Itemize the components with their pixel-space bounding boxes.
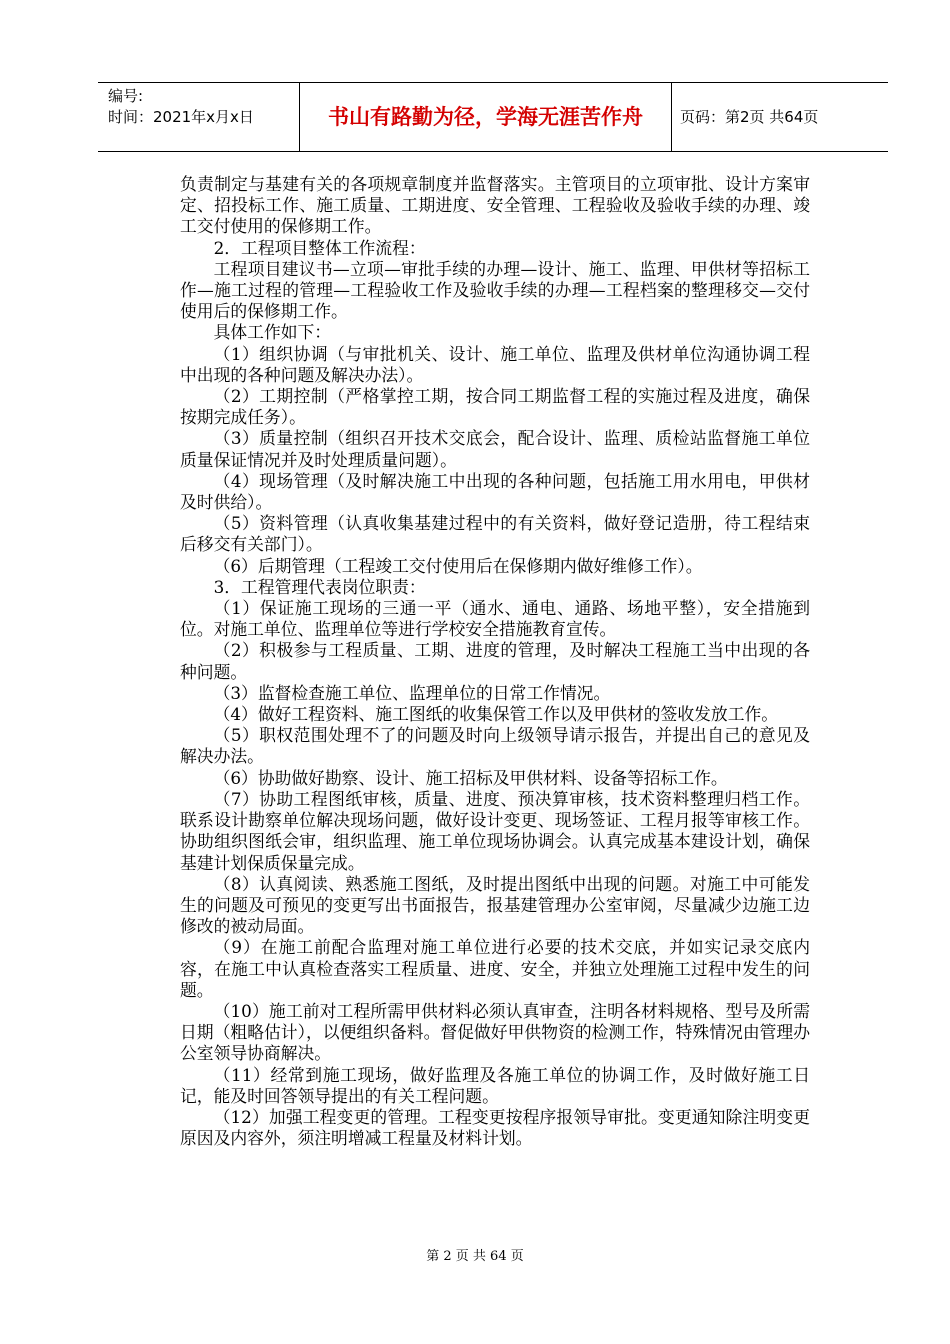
paragraph: 3．工程管理代表岗位职责： [213,576,426,597]
paragraph: （2）工期控制（严格掌控工期，按合同工期监督工程的实施过程及进度，确保按期完成任务）。 [180,386,810,428]
document-body [180,174,810,1149]
paragraph: （11）经常到施工现场，做好监理及各施工单位的协调工作，及时做好施工日记，能及时回答领导提出的有关工程问题。 [180,1064,810,1106]
paragraph: （12）加强工程变更的管理。工程变更按程序报领导审批。变更通知除注明变更原因及内容外，须注明增减工程量及材料计划。 [180,1106,810,1149]
paragraph: 工程项目建议书—立项—审批手续的办理—设计、施工、监理、甲供材等招标工作—施工过程的管理—工程验收工作及验收手续的办理—工程档案的整理移交—交付使用后的保修期工作。 [180,258,810,322]
header-divider [671,83,672,151]
paragraph: （4）现场管理（及时解决施工中出现的各种问题，包括施工用水用电，甲供材及时供给）。 [180,470,810,513]
paragraph: （10）施工前对工程所需甲供材料必须认真审查，注明各材料规格、型号及所需日期（粗略估计），以便组织备料。督促做好甲供物资的检测工作，特殊情况由管理办公室领导协商解决。 [180,1000,810,1064]
header-page-number: 页码：第2页 共64页 [680,108,819,126]
paragraph: （3）质量控制（组织召开技术交底会，配合设计、监理、质检站监督施工单位质量保证情况并及时处理质量问题）。 [180,428,810,470]
paragraph: （2）积极参与工程质量、工期、进度的管理，及时解决工程施工当中出现的各种问题。 [180,640,810,682]
paragraph: （5）资料管理（认真收集基建过程中的有关资料，做好登记造册，待工程结束后移交有关部门）。 [180,513,810,555]
paragraph: 2．工程项目整体工作流程： [213,237,426,258]
paragraph: 负责制定与基建有关的各项规章制度并监督落实。主管项目的立项审批、设计方案审定、招投标工作、施工质量、工期进度、安全管理、工程验收及验收手续的办理、竣工交付使用的保修期工作。 [180,174,810,237]
paragraph: （3）监督检查施工单位、监理单位的日常工作情况。 [213,682,611,703]
page-footer: 第 2 页 共 64 页 [426,1249,524,1264]
paragraph: （1）组织协调（与审批机关、设计、施工单位、监理及供材单位沟通协调工程中出现的各种问题及解决办法）。 [180,343,810,385]
paragraph: （4）做好工程资料、施工图纸的收集保管工作以及甲供材的签收发放工作。 [213,704,779,725]
paragraph: （5）职权范围处理不了的问题及时向上级领导请示报告，并提出自己的意见及解决办法。 [180,725,810,767]
header-motto: 书山有路勤为径，学海无涯苦作舟 [328,105,643,129]
document-time-label: 时间：2021年x月x日 [108,108,254,126]
paragraph: 具体工作如下： [213,322,332,343]
paragraph: （9）在施工前配合监理对施工单位进行必要的技术交底，并如实记录交底内容，在施工中认真检查落实工程质量、进度、安全，并独立处理施工过程中发生的问题。 [180,937,810,1000]
paragraph: （1）保证施工现场的三通一平（通水、通电、通路、场地平整），安全措施到位。对施工单位、监理单位等进行学校安全措施教育宣传。 [180,598,810,640]
paragraph: （6）协助做好勘察、设计、施工招标及甲供材料、设备等招标工作。 [213,767,728,788]
paragraph: （8）认真阅读、熟悉施工图纸，及时提出图纸中出现的问题。对施工中可能发生的问题及可预见的变更写出书面报告，报基建管理办公室审阅，尽量减少边施工边修改的被动局面。 [180,873,810,937]
document-number-label: 编号: [108,87,144,105]
paragraph: （7）协助工程图纸审核，质量、进度、预决算审核，技术资料整理归档工作。联系设计勘察单位解决现场问题，做好设计变更、现场签证、工程月报等审核工作。协助组织图纸会审，组织监理、施工单位现场协调会。认真完成基本建设计划，确保基建计划保质保量完成。 [180,788,810,873]
paragraph: （6）后期管理（工程竣工交付使用后在保修期内做好维修工作）。 [213,555,703,576]
page-header [98,82,888,152]
header-meta [108,86,254,128]
